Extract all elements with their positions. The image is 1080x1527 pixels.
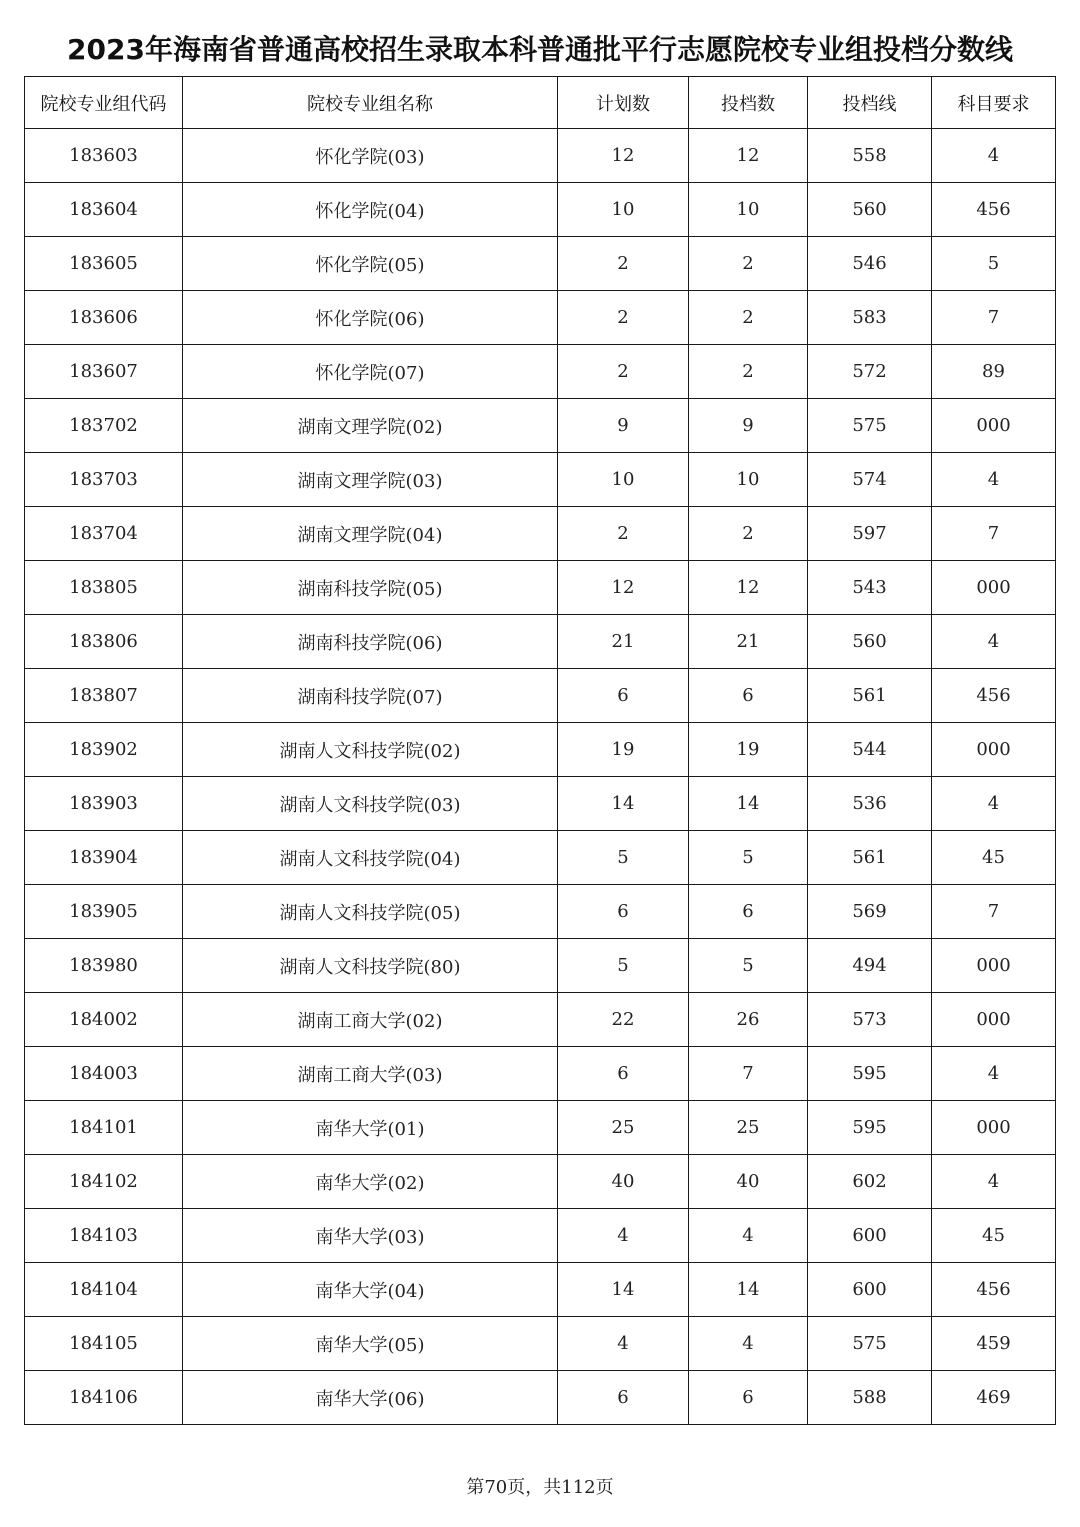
group-code-cell: 183607 <box>25 345 183 399</box>
table-row <box>25 1155 1056 1209</box>
submitted-count-cell: 12 <box>689 129 808 183</box>
table-row <box>25 1263 1056 1317</box>
subject-requirement-cell: 4 <box>932 1155 1056 1209</box>
group-code-cell: 183902 <box>25 723 183 777</box>
cutoff-score-cell: 543 <box>808 561 932 615</box>
submitted-count-cell: 2 <box>689 291 808 345</box>
group-name-cell: 湖南科技学院(07) <box>183 669 558 723</box>
subject-requirement-cell: 4 <box>932 615 1056 669</box>
group-code-cell: 183605 <box>25 237 183 291</box>
subject-requirement-cell: 469 <box>932 1371 1056 1425</box>
group-name-cell: 湖南科技学院(05) <box>183 561 558 615</box>
group-name-cell: 南华大学(03) <box>183 1209 558 1263</box>
table-row <box>25 237 1056 291</box>
plan-count-cell: 19 <box>558 723 689 777</box>
subject-requirement-cell: 456 <box>932 183 1056 237</box>
table-row <box>25 453 1056 507</box>
group-code-cell: 184104 <box>25 1263 183 1317</box>
plan-count-cell: 12 <box>558 561 689 615</box>
subject-requirement-cell: 000 <box>932 723 1056 777</box>
cutoff-score-cell: 561 <box>808 831 932 885</box>
subject-requirement-cell: 000 <box>932 1101 1056 1155</box>
group-name-cell: 湖南人文科技学院(05) <box>183 885 558 939</box>
table-header-row <box>25 77 1056 129</box>
header-submitted-count: 投档数 <box>689 77 808 129</box>
table-row <box>25 561 1056 615</box>
submitted-count-cell: 10 <box>689 453 808 507</box>
plan-count-cell: 4 <box>558 1209 689 1263</box>
cutoff-score-cell: 600 <box>808 1263 932 1317</box>
cutoff-score-cell: 560 <box>808 615 932 669</box>
table-row <box>25 507 1056 561</box>
table-row <box>25 291 1056 345</box>
subject-requirement-cell: 4 <box>932 129 1056 183</box>
table-row <box>25 1209 1056 1263</box>
group-code-cell: 183805 <box>25 561 183 615</box>
group-code-cell: 183807 <box>25 669 183 723</box>
group-name-cell: 湖南人文科技学院(03) <box>183 777 558 831</box>
group-code-cell: 183980 <box>25 939 183 993</box>
group-code-cell: 183704 <box>25 507 183 561</box>
group-name-cell: 南华大学(06) <box>183 1371 558 1425</box>
group-code-cell: 183606 <box>25 291 183 345</box>
group-name-cell: 怀化学院(03) <box>183 129 558 183</box>
group-code-cell: 184101 <box>25 1101 183 1155</box>
group-name-cell: 湖南人文科技学院(02) <box>183 723 558 777</box>
group-code-cell: 183702 <box>25 399 183 453</box>
submitted-count-cell: 2 <box>689 507 808 561</box>
submitted-count-cell: 6 <box>689 669 808 723</box>
table-row <box>25 129 1056 183</box>
group-name-cell: 湖南人文科技学院(04) <box>183 831 558 885</box>
cutoff-score-cell: 536 <box>808 777 932 831</box>
submitted-count-cell: 9 <box>689 399 808 453</box>
cutoff-score-cell: 574 <box>808 453 932 507</box>
group-name-cell: 南华大学(01) <box>183 1101 558 1155</box>
table-row <box>25 615 1056 669</box>
group-name-cell: 怀化学院(05) <box>183 237 558 291</box>
plan-count-cell: 12 <box>558 129 689 183</box>
subject-requirement-cell: 4 <box>932 453 1056 507</box>
header-group-code: 院校专业组代码 <box>25 77 183 129</box>
cutoff-score-cell: 583 <box>808 291 932 345</box>
plan-count-cell: 6 <box>558 885 689 939</box>
cutoff-score-cell: 597 <box>808 507 932 561</box>
plan-count-cell: 2 <box>558 345 689 399</box>
subject-requirement-cell: 459 <box>932 1317 1056 1371</box>
submitted-count-cell: 26 <box>689 993 808 1047</box>
table-row <box>25 939 1056 993</box>
plan-count-cell: 6 <box>558 669 689 723</box>
subject-requirement-cell: 000 <box>932 399 1056 453</box>
cutoff-score-cell: 494 <box>808 939 932 993</box>
group-code-cell: 184106 <box>25 1371 183 1425</box>
group-name-cell: 南华大学(05) <box>183 1317 558 1371</box>
plan-count-cell: 25 <box>558 1101 689 1155</box>
cutoff-score-cell: 600 <box>808 1209 932 1263</box>
group-code-cell: 184105 <box>25 1317 183 1371</box>
group-name-cell: 南华大学(02) <box>183 1155 558 1209</box>
subject-requirement-cell: 7 <box>932 507 1056 561</box>
cutoff-score-cell: 588 <box>808 1371 932 1425</box>
group-name-cell: 湖南科技学院(06) <box>183 615 558 669</box>
cutoff-score-cell: 558 <box>808 129 932 183</box>
plan-count-cell: 10 <box>558 453 689 507</box>
group-name-cell: 湖南文理学院(03) <box>183 453 558 507</box>
group-code-cell: 184102 <box>25 1155 183 1209</box>
cutoff-score-cell: 572 <box>808 345 932 399</box>
plan-count-cell: 2 <box>558 237 689 291</box>
plan-count-cell: 5 <box>558 939 689 993</box>
cutoff-score-cell: 575 <box>808 1317 932 1371</box>
header-group-name: 院校专业组名称 <box>183 77 558 129</box>
plan-count-cell: 14 <box>558 1263 689 1317</box>
submitted-count-cell: 25 <box>689 1101 808 1155</box>
submitted-count-cell: 2 <box>689 345 808 399</box>
page-footer: 第70页，共112页 <box>466 1477 614 1498</box>
table-row <box>25 1047 1056 1101</box>
table-row <box>25 669 1056 723</box>
subject-requirement-cell: 456 <box>932 669 1056 723</box>
group-name-cell: 南华大学(04) <box>183 1263 558 1317</box>
cutoff-score-cell: 560 <box>808 183 932 237</box>
group-code-cell: 183806 <box>25 615 183 669</box>
subject-requirement-cell: 45 <box>932 831 1056 885</box>
header-plan-count: 计划数 <box>558 77 689 129</box>
group-code-cell: 184002 <box>25 993 183 1047</box>
group-code-cell: 183903 <box>25 777 183 831</box>
table-body <box>25 129 1056 1425</box>
plan-count-cell: 2 <box>558 507 689 561</box>
plan-count-cell: 22 <box>558 993 689 1047</box>
subject-requirement-cell: 000 <box>932 993 1056 1047</box>
document-title: 2023年海南省普通高校招生录取本科普通批平行志愿院校专业组投档分数线 <box>67 33 1013 66</box>
header-subject-requirement: 科目要求 <box>932 77 1056 129</box>
cutoff-score-cell: 544 <box>808 723 932 777</box>
submitted-count-cell: 14 <box>689 1263 808 1317</box>
submitted-count-cell: 10 <box>689 183 808 237</box>
group-code-cell: 183905 <box>25 885 183 939</box>
cutoff-score-cell: 595 <box>808 1047 932 1101</box>
plan-count-cell: 9 <box>558 399 689 453</box>
cutoff-score-cell: 573 <box>808 993 932 1047</box>
subject-requirement-cell: 5 <box>932 237 1056 291</box>
plan-count-cell: 6 <box>558 1047 689 1101</box>
admission-score-table <box>24 76 1056 1425</box>
plan-count-cell: 2 <box>558 291 689 345</box>
cutoff-score-cell: 569 <box>808 885 932 939</box>
cutoff-score-cell: 561 <box>808 669 932 723</box>
submitted-count-cell: 12 <box>689 561 808 615</box>
submitted-count-cell: 7 <box>689 1047 808 1101</box>
table-row <box>25 723 1056 777</box>
table-row <box>25 1317 1056 1371</box>
table-row <box>25 885 1056 939</box>
group-name-cell: 湖南工商大学(02) <box>183 993 558 1047</box>
subject-requirement-cell: 4 <box>932 1047 1056 1101</box>
plan-count-cell: 14 <box>558 777 689 831</box>
submitted-count-cell: 6 <box>689 885 808 939</box>
table-row <box>25 777 1056 831</box>
cutoff-score-cell: 595 <box>808 1101 932 1155</box>
table-row <box>25 1101 1056 1155</box>
table-row <box>25 831 1056 885</box>
plan-count-cell: 5 <box>558 831 689 885</box>
group-name-cell: 湖南文理学院(02) <box>183 399 558 453</box>
subject-requirement-cell: 89 <box>932 345 1056 399</box>
submitted-count-cell: 14 <box>689 777 808 831</box>
plan-count-cell: 21 <box>558 615 689 669</box>
group-code-cell: 184103 <box>25 1209 183 1263</box>
group-name-cell: 怀化学院(06) <box>183 291 558 345</box>
table-row <box>25 1371 1056 1425</box>
submitted-count-cell: 4 <box>689 1209 808 1263</box>
subject-requirement-cell: 4 <box>932 777 1056 831</box>
table-row <box>25 993 1056 1047</box>
plan-count-cell: 4 <box>558 1317 689 1371</box>
plan-count-cell: 6 <box>558 1371 689 1425</box>
cutoff-score-cell: 602 <box>808 1155 932 1209</box>
group-code-cell: 184003 <box>25 1047 183 1101</box>
header-cutoff-score: 投档线 <box>808 77 932 129</box>
group-code-cell: 183604 <box>25 183 183 237</box>
subject-requirement-cell: 000 <box>932 939 1056 993</box>
group-name-cell: 湖南工商大学(03) <box>183 1047 558 1101</box>
plan-count-cell: 40 <box>558 1155 689 1209</box>
submitted-count-cell: 5 <box>689 831 808 885</box>
cutoff-score-cell: 575 <box>808 399 932 453</box>
table-row <box>25 345 1056 399</box>
group-name-cell: 湖南文理学院(04) <box>183 507 558 561</box>
subject-requirement-cell: 456 <box>932 1263 1056 1317</box>
submitted-count-cell: 40 <box>689 1155 808 1209</box>
submitted-count-cell: 6 <box>689 1371 808 1425</box>
subject-requirement-cell: 7 <box>932 885 1056 939</box>
submitted-count-cell: 19 <box>689 723 808 777</box>
submitted-count-cell: 4 <box>689 1317 808 1371</box>
group-name-cell: 怀化学院(07) <box>183 345 558 399</box>
subject-requirement-cell: 45 <box>932 1209 1056 1263</box>
group-name-cell: 怀化学院(04) <box>183 183 558 237</box>
group-name-cell: 湖南人文科技学院(80) <box>183 939 558 993</box>
table-row <box>25 183 1056 237</box>
group-code-cell: 183603 <box>25 129 183 183</box>
submitted-count-cell: 21 <box>689 615 808 669</box>
subject-requirement-cell: 000 <box>932 561 1056 615</box>
submitted-count-cell: 2 <box>689 237 808 291</box>
plan-count-cell: 10 <box>558 183 689 237</box>
group-code-cell: 183904 <box>25 831 183 885</box>
group-code-cell: 183703 <box>25 453 183 507</box>
submitted-count-cell: 5 <box>689 939 808 993</box>
subject-requirement-cell: 7 <box>932 291 1056 345</box>
cutoff-score-cell: 546 <box>808 237 932 291</box>
table-row <box>25 399 1056 453</box>
